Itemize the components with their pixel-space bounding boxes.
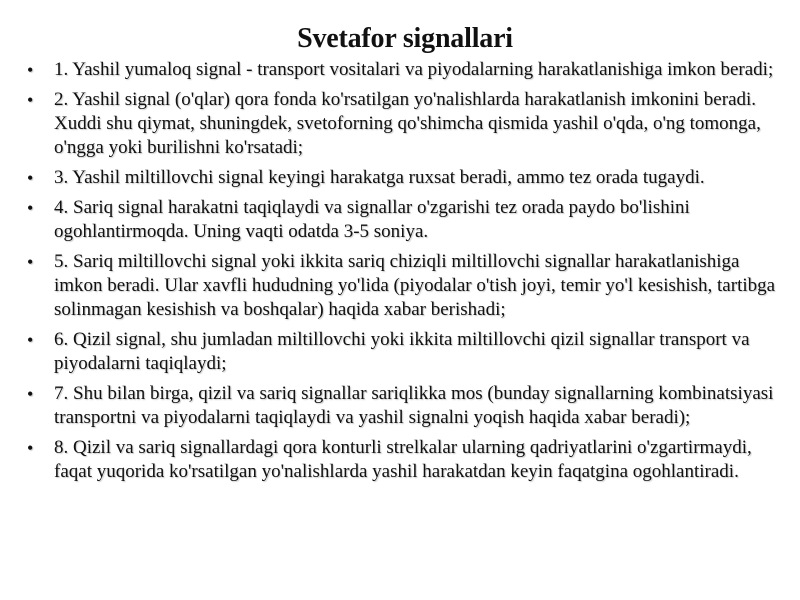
bullet-text: 4. Sariq signal harakatni taqiqlaydi va signallar o'zgarishi tez orada paydo bo'lishini ogohlantirmoqda. Uning vaqti odatda 3-5 soniya. xyxy=(54,197,690,242)
bullet-dot-icon: • xyxy=(27,252,34,272)
bullet-dot-icon: • xyxy=(27,438,34,458)
bullet-dot-icon: • xyxy=(27,330,34,350)
bullet-text: 1. Yashil yumaloq signal - transport vositalari va piyodalarning harakatlanishiga imkon beradi; xyxy=(54,59,774,80)
bullet-list xyxy=(0,58,800,490)
bullet-text: 5. Sariq miltillovchi signal yoki ikkita sariq chiziqli miltillovchi signallar harakatlanishiga imkon beradi. Ular xavfli hududning yo'lida (piyodalar o'tish joyi, temir yo'l kesishish, tartibga solinmagan kesishish va boshqalar) haqida xabar berishadi; xyxy=(54,251,776,320)
bullet-text: 3. Yashil miltillovchi signal keyingi harakatga ruxsat beradi, ammo tez orada tugaydi. xyxy=(54,167,705,188)
bullet-dot-icon: • xyxy=(27,384,34,404)
bullet-text: 2. Yashil signal (o'qlar) qora fonda ko'rsatilgan yo'nalishlarda harakatlanish imkonini beradi. Xuddi shu qiymat, shuningdek, svetoforning qo'shimcha qismida yashil o'qda, o'ng tomonga, o'ngga yoki burilishni ko'rsatadi; xyxy=(54,89,761,158)
bullet-dot-icon: • xyxy=(27,90,34,110)
bullet-item-5 xyxy=(0,250,800,322)
bullet-dot-icon: • xyxy=(27,60,34,80)
bullet-dot-icon: • xyxy=(27,198,34,218)
bullet-item-7 xyxy=(0,382,800,430)
bullet-item-6 xyxy=(0,328,800,376)
bullet-item-2 xyxy=(0,88,800,160)
bullet-item-1 xyxy=(0,58,800,82)
bullet-item-3 xyxy=(0,166,800,190)
bullet-dot-icon: • xyxy=(27,168,34,188)
bullet-item-8 xyxy=(0,436,800,484)
bullet-text: 8. Qizil va sariq signallardagi qora konturli strelkalar ularning qadriyatlarini o'zgartirmaydi, faqat yuqorida ko'rsatilgan yo'nalishlarda yashil harakatdan keyin faqatgina ogohlantiradi. xyxy=(54,437,752,482)
bullet-text: 7. Shu bilan birga, qizil va sariq signallar sariqlikka mos (bunday signallarning kombinatsiyasi transportni va piyodalarni taqiqlaydi va yashil signalni yoqish haqida xabar beradi); xyxy=(54,383,774,428)
bullet-item-4 xyxy=(0,196,800,244)
bullet-text: 6. Qizil signal, shu jumladan miltillovchi yoki ikkita miltillovchi qizil signallar transport va piyodalarni taqiqlaydi; xyxy=(54,329,750,374)
slide-title: Svetafor signallari xyxy=(297,23,513,54)
